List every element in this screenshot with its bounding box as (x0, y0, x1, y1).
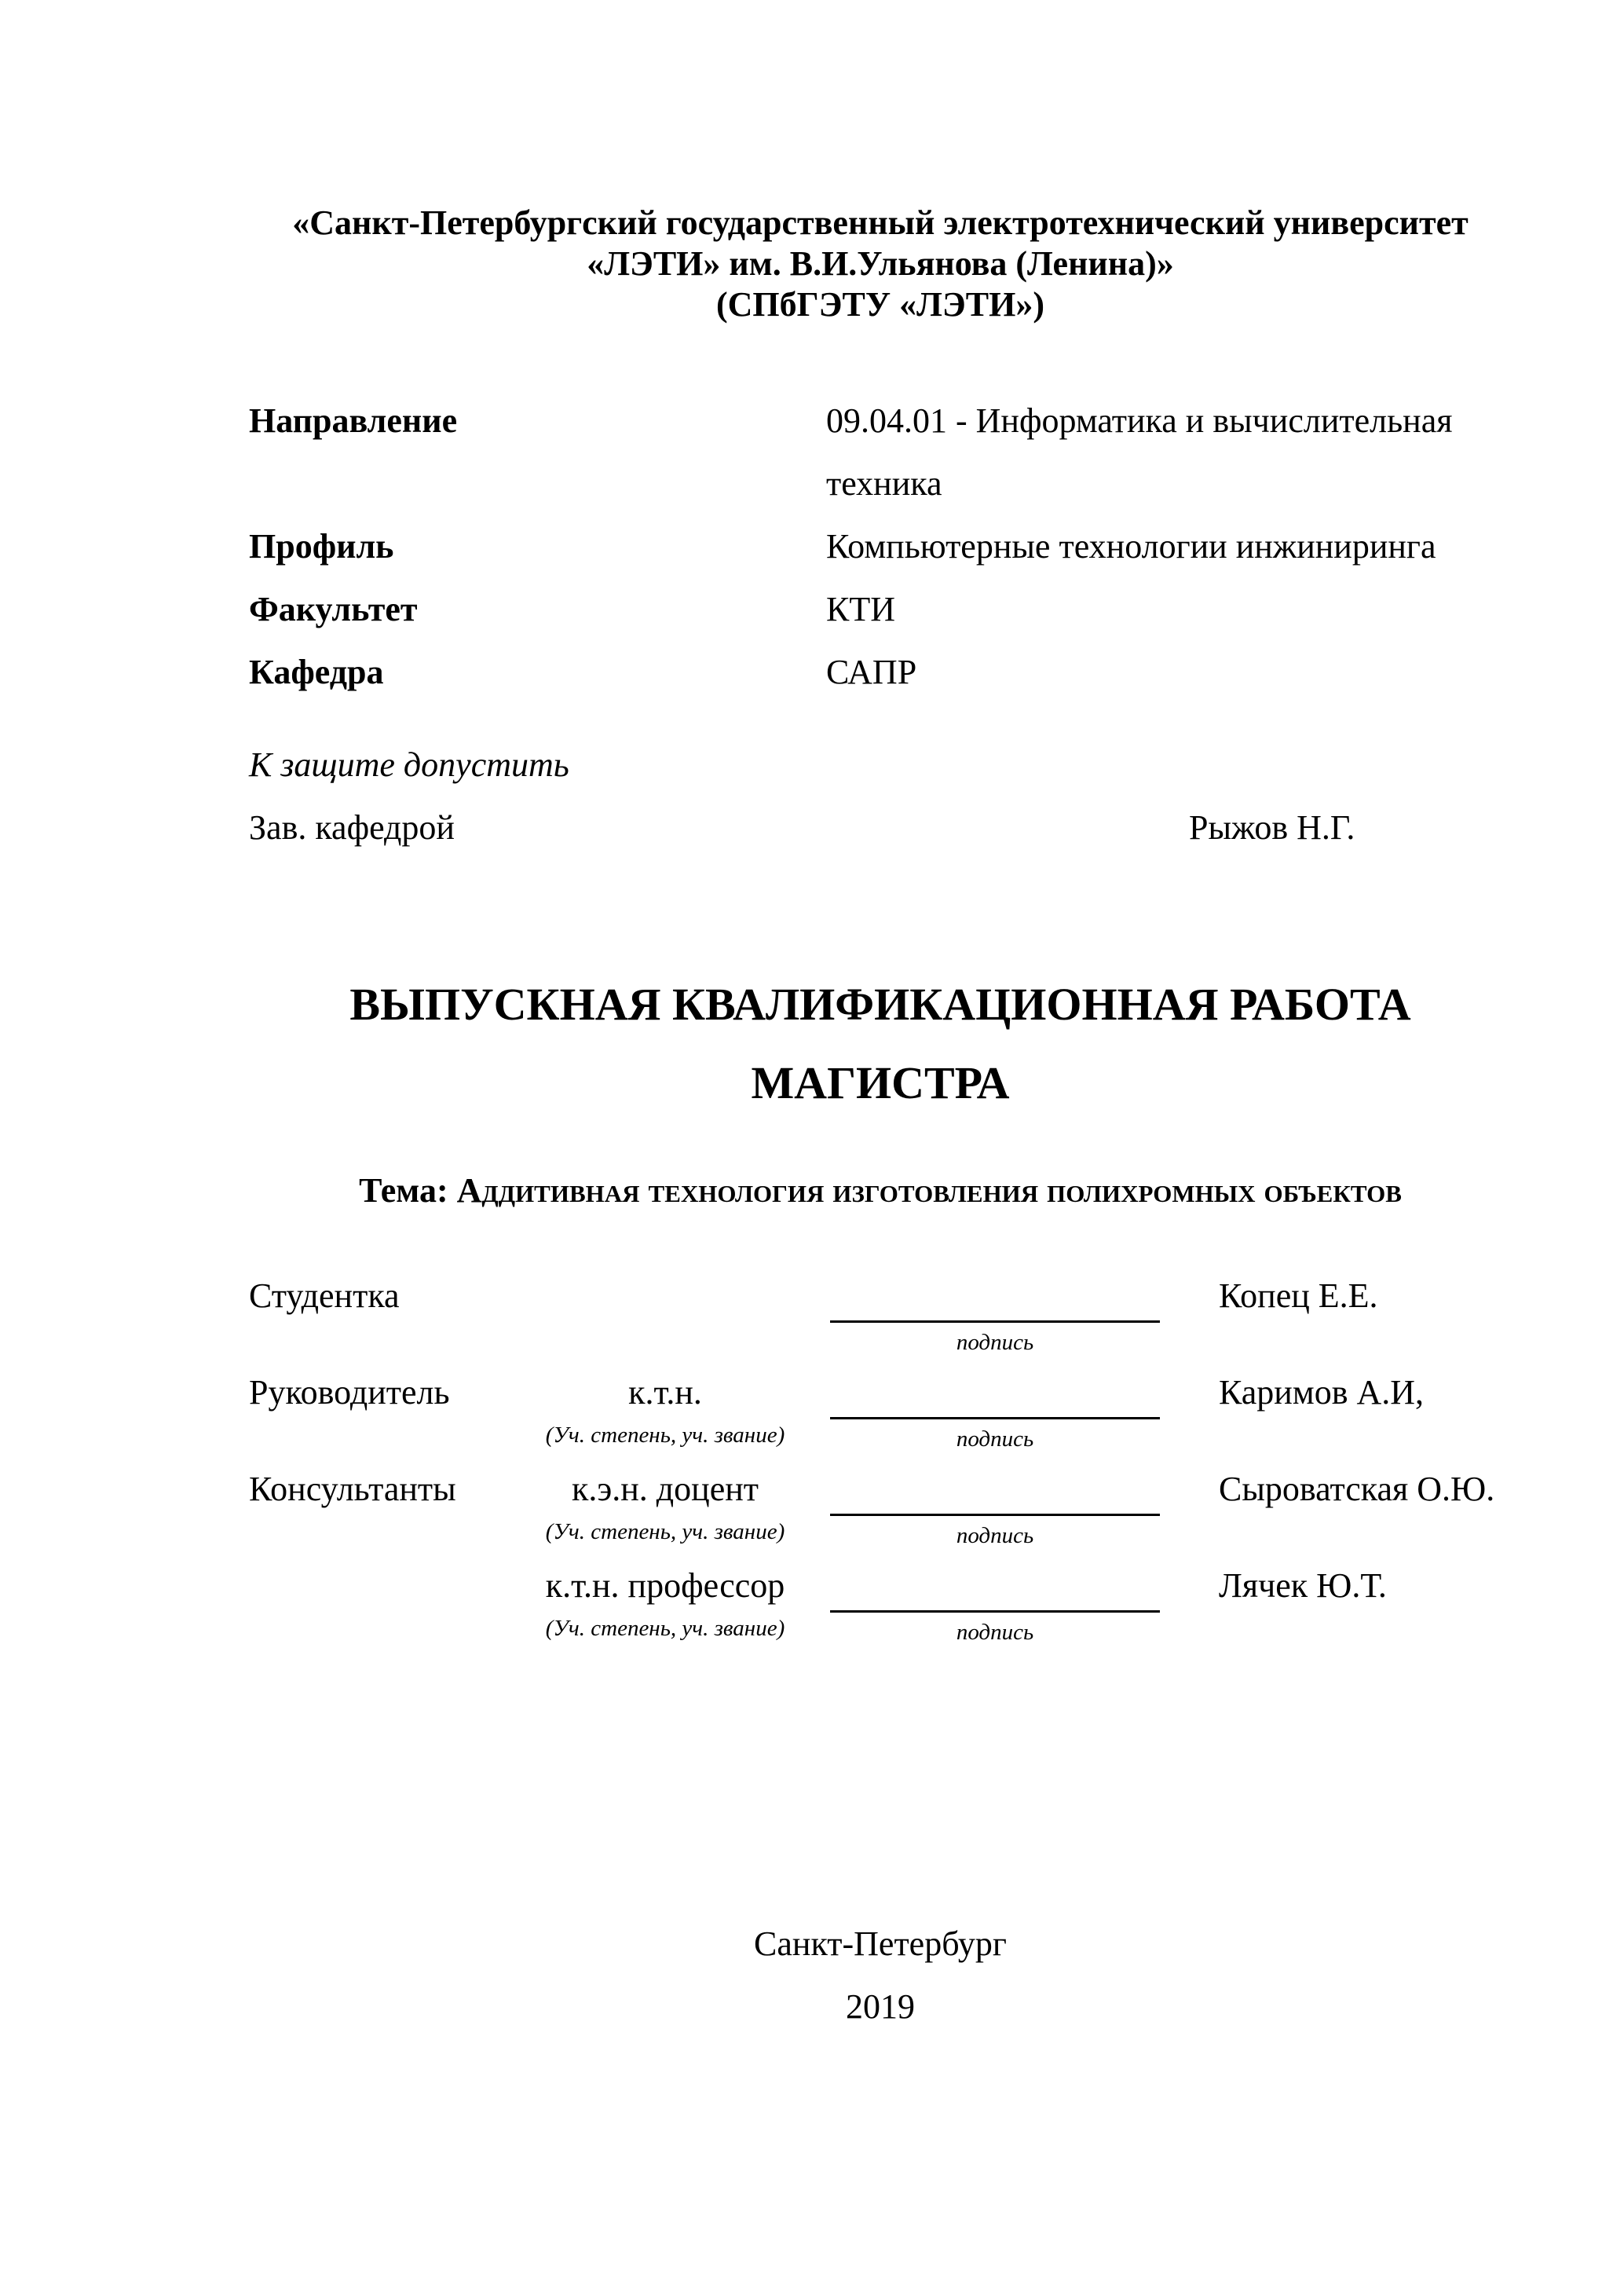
supervisor-role-label: Руководитель (249, 1373, 450, 1412)
signature-row-consultant-2 (249, 1565, 1512, 1646)
university-name-line2: «ЛЭТИ» им. В.И.Ульянова (Ленина)» (587, 244, 1174, 283)
admission-permit-line: К защите допустить (249, 745, 569, 784)
topic-block (331, 1166, 1430, 1216)
student-signature-caption: подпись (956, 1330, 1034, 1355)
faculty-label: Факультет (249, 590, 418, 628)
consultant1-name: Сыроватская О.Ю. (1219, 1470, 1495, 1508)
info-row-profile (249, 515, 1512, 578)
signature-row-student (249, 1275, 1512, 1356)
supervisor-name: Каримов А.И, (1219, 1373, 1425, 1412)
supervisor-signature-line (830, 1371, 1160, 1419)
supervisor-degree-cell (500, 1371, 830, 1448)
consultant2-degree: к.т.н. профессор (545, 1566, 785, 1605)
student-role-label: Студентка (249, 1276, 400, 1315)
student-name: Копец Е.Е. (1219, 1276, 1378, 1315)
profile-label: Профиль (249, 527, 394, 566)
university-abbreviation: (СПбГЭТУ «ЛЭТИ») (716, 285, 1044, 324)
info-row-faculty (249, 578, 1512, 641)
department-head-row (249, 796, 1512, 859)
supervisor-degree-caption: (Уч. степень, уч. звание) (545, 1423, 785, 1448)
footer-city: Санкт-Петербург (754, 1924, 1007, 1963)
footer-block (249, 1913, 1512, 2038)
consultant2-name: Лячек Ю.Т. (1219, 1566, 1387, 1605)
supervisor-signature-caption: подпись (956, 1426, 1034, 1452)
program-info-block (249, 390, 1512, 704)
department-head-label: Зав. кафедрой (249, 808, 455, 847)
department-value: САПР (826, 653, 917, 691)
consultant2-degree-cell (500, 1565, 830, 1642)
supervisor-signature-cell (830, 1371, 1160, 1452)
profile-value: Компьютерные технологии инжиниринга (826, 527, 1436, 566)
department-label: Кафедра (249, 653, 384, 691)
signatures-block (249, 1275, 1512, 1646)
university-name-line1: «Санкт-Петербургский государственный электротехнический университет (292, 203, 1469, 242)
faculty-value: КТИ (826, 590, 895, 628)
student-signature-cell (830, 1275, 1160, 1356)
supervisor-degree: к.т.н. (628, 1373, 702, 1412)
direction-label: Направление (249, 401, 458, 440)
university-header (249, 203, 1512, 325)
direction-value: 09.04.01 - Информатика и вычислительная техника (826, 401, 1453, 503)
consultants-role-label: Консультанты (249, 1470, 456, 1508)
consultant2-degree-caption: (Уч. степень, уч. звание) (545, 1616, 785, 1641)
department-head-name: Рыжов Н.Г. (1189, 808, 1355, 847)
thesis-title-line1: ВЫПУСКНАЯ КВАЛИФИКАЦИОННАЯ РАБОТА (349, 979, 1411, 1030)
info-row-direction (249, 390, 1512, 515)
topic-label: Тема: (359, 1171, 448, 1210)
consultant1-signature-cell (830, 1468, 1160, 1549)
info-row-department (249, 641, 1512, 704)
admission-block (249, 734, 1512, 859)
consultant1-degree-cell (500, 1468, 830, 1545)
signature-row-consultant-1 (249, 1468, 1512, 1549)
topic-text: Аддитивная технология изготовления полихромных объектов (456, 1171, 1402, 1210)
signature-row-supervisor (249, 1371, 1512, 1452)
consultant2-signature-cell (830, 1565, 1160, 1646)
consultant1-signature-caption: подпись (956, 1523, 1034, 1548)
thesis-title-line2: МАГИСТРА (751, 1057, 1010, 1108)
consultant2-signature-caption: подпись (956, 1620, 1034, 1645)
consultant2-signature-line (830, 1565, 1160, 1613)
thesis-title (249, 965, 1512, 1122)
footer-year: 2019 (846, 1987, 915, 2026)
student-signature-line (830, 1275, 1160, 1323)
consultant1-degree-caption: (Уч. степень, уч. звание) (545, 1519, 785, 1544)
consultant1-signature-line (830, 1468, 1160, 1516)
consultant1-degree: к.э.н. доцент (571, 1470, 759, 1508)
